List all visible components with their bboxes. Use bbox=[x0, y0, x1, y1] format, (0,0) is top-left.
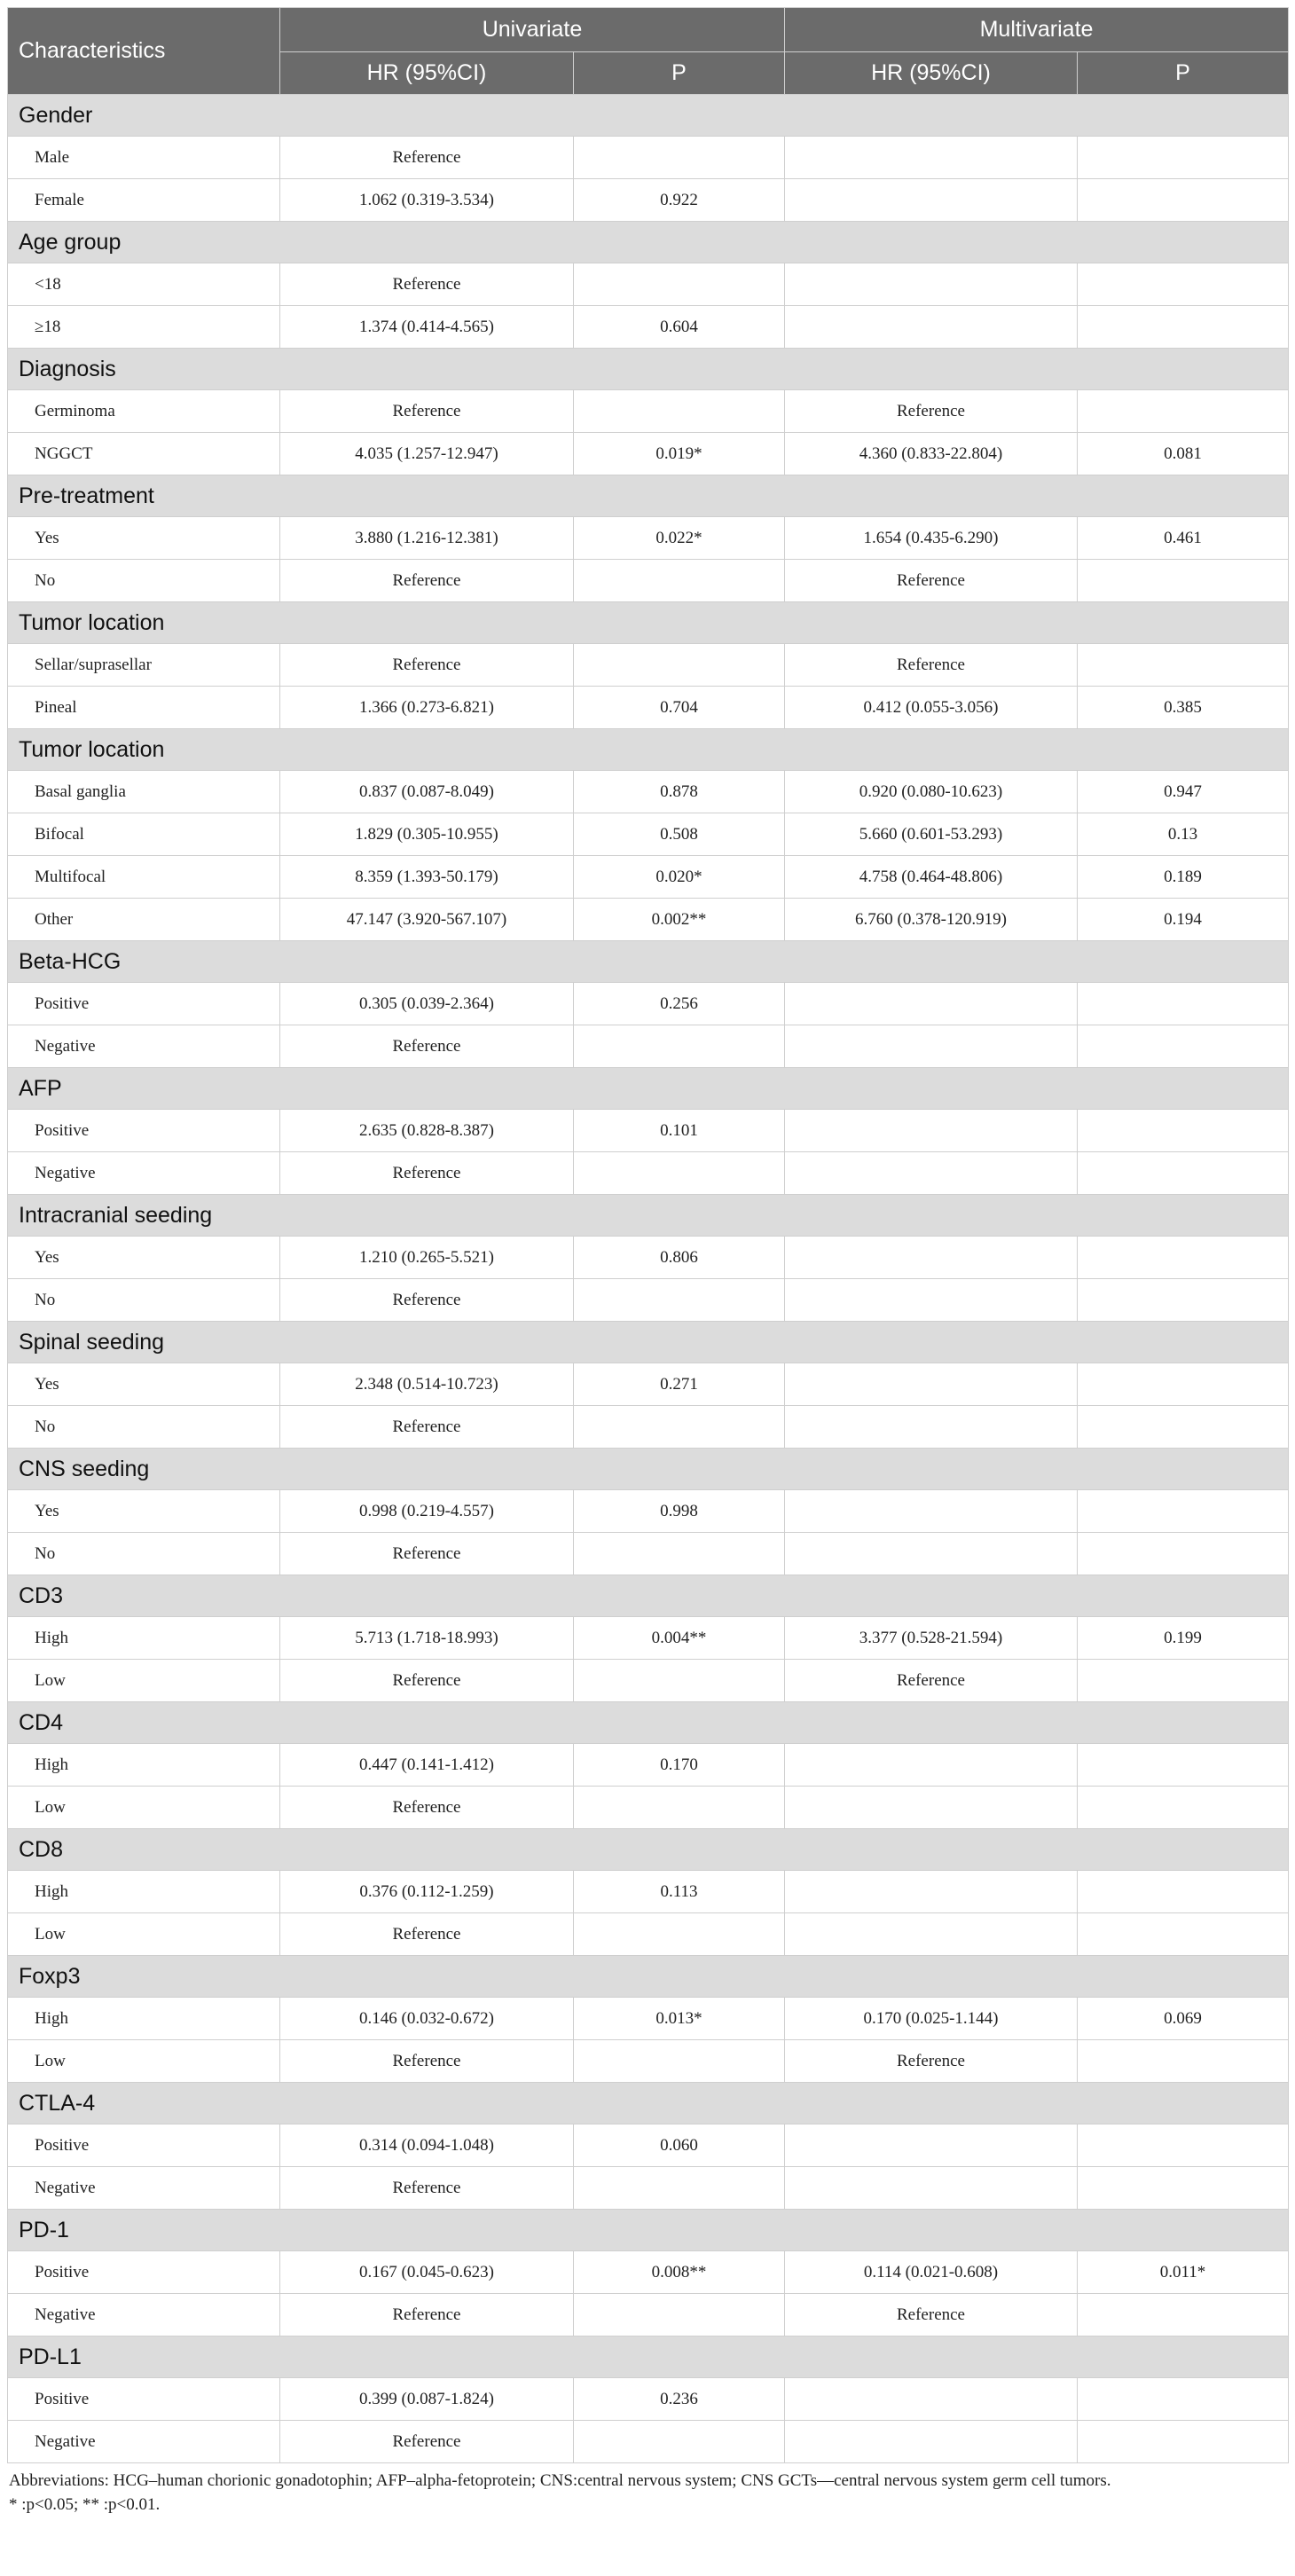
multivariate-p-cell bbox=[1078, 1152, 1289, 1195]
header-multivariate-hr: HR (95%CI) bbox=[785, 52, 1078, 95]
univariate-hr-cell: 5.713 (1.718-18.993) bbox=[280, 1617, 574, 1660]
table-row bbox=[8, 2040, 1289, 2083]
univariate-hr-cell: Reference bbox=[280, 560, 574, 602]
univariate-hr-cell: 0.146 (0.032-0.672) bbox=[280, 1998, 574, 2040]
univariate-hr-cell: Reference bbox=[280, 1025, 574, 1068]
multivariate-hr-cell bbox=[785, 2124, 1078, 2167]
group-row bbox=[8, 1195, 1289, 1237]
univariate-hr-cell: 0.447 (0.141-1.412) bbox=[280, 1744, 574, 1787]
univariate-p-cell: 0.508 bbox=[574, 813, 785, 856]
univariate-hr-cell: Reference bbox=[280, 1406, 574, 1449]
univariate-hr-cell: 1.210 (0.265-5.521) bbox=[280, 1237, 574, 1279]
multivariate-p-cell: 0.13 bbox=[1078, 813, 1289, 856]
multivariate-hr-cell: Reference bbox=[785, 390, 1078, 433]
multivariate-hr-cell bbox=[785, 2378, 1078, 2421]
variable-cell: High bbox=[8, 1617, 280, 1660]
variable-cell: Pineal bbox=[8, 687, 280, 729]
univariate-hr-cell: Reference bbox=[280, 1279, 574, 1322]
table-row bbox=[8, 1787, 1289, 1829]
variable-cell: Negative bbox=[8, 1025, 280, 1068]
univariate-hr-cell: 0.305 (0.039-2.364) bbox=[280, 983, 574, 1025]
table-row bbox=[8, 1913, 1289, 1956]
multivariate-hr-cell: Reference bbox=[785, 560, 1078, 602]
univariate-hr-cell: Reference bbox=[280, 644, 574, 687]
group-row bbox=[8, 2336, 1289, 2378]
variable-cell: Positive bbox=[8, 2251, 280, 2294]
table-row bbox=[8, 2167, 1289, 2210]
univariate-p-cell: 0.019* bbox=[574, 433, 785, 475]
univariate-hr-cell: Reference bbox=[280, 2167, 574, 2210]
group-row bbox=[8, 1068, 1289, 1110]
variable-cell: Low bbox=[8, 1913, 280, 1956]
multivariate-hr-cell: 6.760 (0.378-120.919) bbox=[785, 899, 1078, 941]
variable-cell: Positive bbox=[8, 1110, 280, 1152]
univariate-p-cell bbox=[574, 644, 785, 687]
multivariate-hr-cell bbox=[785, 1871, 1078, 1913]
multivariate-p-cell bbox=[1078, 179, 1289, 222]
multivariate-hr-cell bbox=[785, 1490, 1078, 1533]
multivariate-hr-cell bbox=[785, 1025, 1078, 1068]
group-label: Beta-HCG bbox=[8, 941, 1289, 983]
univariate-hr-cell: Reference bbox=[280, 1533, 574, 1575]
univariate-hr-cell: 0.998 (0.219-4.557) bbox=[280, 1490, 574, 1533]
univariate-hr-cell: 4.035 (1.257-12.947) bbox=[280, 433, 574, 475]
univariate-hr-cell: 2.348 (0.514-10.723) bbox=[280, 1363, 574, 1406]
table-footnotes bbox=[7, 2469, 1288, 2517]
univariate-p-cell bbox=[574, 137, 785, 179]
table-row bbox=[8, 1490, 1289, 1533]
multivariate-p-cell bbox=[1078, 1110, 1289, 1152]
group-label: Age group bbox=[8, 222, 1289, 263]
multivariate-hr-cell bbox=[785, 179, 1078, 222]
table-row bbox=[8, 1871, 1289, 1913]
univariate-p-cell: 0.004** bbox=[574, 1617, 785, 1660]
multivariate-p-cell bbox=[1078, 1490, 1289, 1533]
univariate-hr-cell: Reference bbox=[280, 390, 574, 433]
multivariate-p-cell: 0.081 bbox=[1078, 433, 1289, 475]
univariate-p-cell: 0.922 bbox=[574, 179, 785, 222]
group-label: PD-1 bbox=[8, 2210, 1289, 2251]
group-row bbox=[8, 1449, 1289, 1490]
univariate-p-cell bbox=[574, 1787, 785, 1829]
univariate-hr-cell: 0.376 (0.112-1.259) bbox=[280, 1871, 574, 1913]
univariate-p-cell bbox=[574, 2167, 785, 2210]
table-row bbox=[8, 813, 1289, 856]
univariate-p-cell bbox=[574, 1406, 785, 1449]
group-label: CD8 bbox=[8, 1829, 1289, 1871]
multivariate-hr-cell: 4.360 (0.833-22.804) bbox=[785, 433, 1078, 475]
variable-cell: Positive bbox=[8, 2378, 280, 2421]
multivariate-hr-cell: 0.412 (0.055-3.056) bbox=[785, 687, 1078, 729]
header-characteristics: Characteristics bbox=[8, 8, 280, 95]
group-row bbox=[8, 2083, 1289, 2124]
group-label: Diagnosis bbox=[8, 349, 1289, 390]
table-row bbox=[8, 306, 1289, 349]
variable-cell: Yes bbox=[8, 517, 280, 560]
univariate-p-cell: 0.060 bbox=[574, 2124, 785, 2167]
table-row bbox=[8, 1025, 1289, 1068]
multivariate-p-cell bbox=[1078, 2294, 1289, 2336]
multivariate-hr-cell: 0.114 (0.021-0.608) bbox=[785, 2251, 1078, 2294]
multivariate-hr-cell bbox=[785, 306, 1078, 349]
multivariate-hr-cell bbox=[785, 1279, 1078, 1322]
variable-cell: Basal ganglia bbox=[8, 771, 280, 813]
group-label: Tumor location bbox=[8, 602, 1289, 644]
multivariate-hr-cell: Reference bbox=[785, 2294, 1078, 2336]
multivariate-hr-cell bbox=[785, 1406, 1078, 1449]
multivariate-p-cell bbox=[1078, 263, 1289, 306]
univariate-p-cell bbox=[574, 1025, 785, 1068]
table-row bbox=[8, 179, 1289, 222]
multivariate-hr-cell bbox=[785, 1152, 1078, 1195]
univariate-p-cell bbox=[574, 263, 785, 306]
group-row bbox=[8, 729, 1289, 771]
variable-cell: Yes bbox=[8, 1363, 280, 1406]
group-row bbox=[8, 349, 1289, 390]
univariate-p-cell: 0.008** bbox=[574, 2251, 785, 2294]
variable-cell: Sellar/suprasellar bbox=[8, 644, 280, 687]
univariate-hr-cell: Reference bbox=[280, 137, 574, 179]
table-row bbox=[8, 983, 1289, 1025]
group-row bbox=[8, 1322, 1289, 1363]
variable-cell: Negative bbox=[8, 2421, 280, 2463]
multivariate-p-cell bbox=[1078, 2421, 1289, 2463]
group-label: AFP bbox=[8, 1068, 1289, 1110]
univariate-p-cell bbox=[574, 560, 785, 602]
group-row bbox=[8, 1702, 1289, 1744]
univariate-hr-cell: 3.880 (1.216-12.381) bbox=[280, 517, 574, 560]
multivariate-p-cell bbox=[1078, 1406, 1289, 1449]
multivariate-hr-cell bbox=[785, 137, 1078, 179]
variable-cell: Yes bbox=[8, 1490, 280, 1533]
table-row bbox=[8, 856, 1289, 899]
group-label: Spinal seeding bbox=[8, 1322, 1289, 1363]
multivariate-p-cell bbox=[1078, 1237, 1289, 1279]
multivariate-p-cell bbox=[1078, 2167, 1289, 2210]
group-row bbox=[8, 1956, 1289, 1998]
variable-cell: Low bbox=[8, 1660, 280, 1702]
multivariate-p-cell bbox=[1078, 983, 1289, 1025]
variable-cell: <18 bbox=[8, 263, 280, 306]
multivariate-p-cell bbox=[1078, 2040, 1289, 2083]
table-row bbox=[8, 2378, 1289, 2421]
multivariate-hr-cell: Reference bbox=[785, 1660, 1078, 1702]
table-body bbox=[8, 95, 1289, 2463]
variable-cell: ≥18 bbox=[8, 306, 280, 349]
univariate-hr-cell: Reference bbox=[280, 2294, 574, 2336]
univariate-p-cell: 0.013* bbox=[574, 1998, 785, 2040]
univariate-p-cell: 0.113 bbox=[574, 1871, 785, 1913]
multivariate-hr-cell: 4.758 (0.464-48.806) bbox=[785, 856, 1078, 899]
group-row bbox=[8, 941, 1289, 983]
univariate-p-cell bbox=[574, 1660, 785, 1702]
table-row bbox=[8, 687, 1289, 729]
group-row bbox=[8, 1575, 1289, 1617]
multivariate-p-cell bbox=[1078, 1533, 1289, 1575]
table-row bbox=[8, 1998, 1289, 2040]
univariate-hr-cell: Reference bbox=[280, 1787, 574, 1829]
multivariate-p-cell: 0.385 bbox=[1078, 687, 1289, 729]
univariate-hr-cell: 1.062 (0.319-3.534) bbox=[280, 179, 574, 222]
univariate-hr-cell: Reference bbox=[280, 263, 574, 306]
univariate-p-cell: 0.704 bbox=[574, 687, 785, 729]
variable-cell: High bbox=[8, 1998, 280, 2040]
header-multivariate-p: P bbox=[1078, 52, 1289, 95]
multivariate-hr-cell bbox=[785, 1744, 1078, 1787]
variable-cell: High bbox=[8, 1744, 280, 1787]
multivariate-hr-cell bbox=[785, 2167, 1078, 2210]
multivariate-p-cell bbox=[1078, 560, 1289, 602]
table-container bbox=[7, 7, 1288, 2517]
multivariate-p-cell bbox=[1078, 1871, 1289, 1913]
abbreviations-note: Abbreviations: HCG–human chorionic gonadotophin; AFP–alpha-fetoprotein; CNS:central nervous system; CNS GCTs—central nervous system germ cell tumors. bbox=[9, 2471, 1111, 2490]
table-row bbox=[8, 1660, 1289, 1702]
table-row bbox=[8, 771, 1289, 813]
variable-cell: Low bbox=[8, 2040, 280, 2083]
multivariate-p-cell bbox=[1078, 1363, 1289, 1406]
multivariate-hr-cell bbox=[785, 983, 1078, 1025]
univariate-p-cell bbox=[574, 390, 785, 433]
multivariate-p-cell bbox=[1078, 137, 1289, 179]
univariate-hr-cell: 0.399 (0.087-1.824) bbox=[280, 2378, 574, 2421]
group-label: CD3 bbox=[8, 1575, 1289, 1617]
table-row bbox=[8, 899, 1289, 941]
table-row bbox=[8, 517, 1289, 560]
multivariate-p-cell: 0.461 bbox=[1078, 517, 1289, 560]
header-multivariate: Multivariate bbox=[785, 8, 1289, 52]
group-label: CNS seeding bbox=[8, 1449, 1289, 1490]
table-row bbox=[8, 433, 1289, 475]
multivariate-p-cell: 0.011* bbox=[1078, 2251, 1289, 2294]
multivariate-hr-cell bbox=[785, 1237, 1078, 1279]
multivariate-hr-cell bbox=[785, 263, 1078, 306]
univariate-hr-cell: Reference bbox=[280, 1660, 574, 1702]
multivariate-p-cell: 0.947 bbox=[1078, 771, 1289, 813]
multivariate-p-cell bbox=[1078, 2124, 1289, 2167]
univariate-hr-cell: 1.374 (0.414-4.565) bbox=[280, 306, 574, 349]
univariate-hr-cell: 2.635 (0.828-8.387) bbox=[280, 1110, 574, 1152]
univariate-p-cell: 0.170 bbox=[574, 1744, 785, 1787]
univariate-hr-cell: Reference bbox=[280, 1152, 574, 1195]
univariate-p-cell bbox=[574, 2294, 785, 2336]
table-row bbox=[8, 1533, 1289, 1575]
univariate-hr-cell: 1.366 (0.273-6.821) bbox=[280, 687, 574, 729]
variable-cell: Positive bbox=[8, 2124, 280, 2167]
univariate-p-cell: 0.271 bbox=[574, 1363, 785, 1406]
univariate-p-cell: 0.002** bbox=[574, 899, 785, 941]
variable-cell: Low bbox=[8, 1787, 280, 1829]
header-univariate-p: P bbox=[574, 52, 785, 95]
variable-cell: Multifocal bbox=[8, 856, 280, 899]
group-row bbox=[8, 2210, 1289, 2251]
multivariate-hr-cell bbox=[785, 1787, 1078, 1829]
table-row bbox=[8, 1279, 1289, 1322]
significance-note: * :p<0.05; ** :p<0.01. bbox=[9, 2495, 161, 2514]
univariate-hr-cell: Reference bbox=[280, 1913, 574, 1956]
variable-cell: High bbox=[8, 1871, 280, 1913]
univariate-p-cell: 0.806 bbox=[574, 1237, 785, 1279]
univariate-hr-cell: 0.837 (0.087-8.049) bbox=[280, 771, 574, 813]
variable-cell: Negative bbox=[8, 1152, 280, 1195]
table-row bbox=[8, 1152, 1289, 1195]
univariate-p-cell: 0.878 bbox=[574, 771, 785, 813]
regression-table bbox=[7, 7, 1289, 2463]
variable-cell: Positive bbox=[8, 983, 280, 1025]
multivariate-hr-cell bbox=[785, 2421, 1078, 2463]
table-row bbox=[8, 1406, 1289, 1449]
multivariate-p-cell bbox=[1078, 1744, 1289, 1787]
multivariate-p-cell bbox=[1078, 1913, 1289, 1956]
univariate-p-cell: 0.256 bbox=[574, 983, 785, 1025]
variable-cell: Negative bbox=[8, 2167, 280, 2210]
group-row bbox=[8, 602, 1289, 644]
group-label: Intracranial seeding bbox=[8, 1195, 1289, 1237]
multivariate-p-cell bbox=[1078, 306, 1289, 349]
univariate-p-cell: 0.998 bbox=[574, 1490, 785, 1533]
multivariate-hr-cell bbox=[785, 1363, 1078, 1406]
multivariate-p-cell bbox=[1078, 644, 1289, 687]
variable-cell: Other bbox=[8, 899, 280, 941]
univariate-p-cell bbox=[574, 1279, 785, 1322]
header-univariate: Univariate bbox=[280, 8, 785, 52]
table-row bbox=[8, 2294, 1289, 2336]
table-row bbox=[8, 1110, 1289, 1152]
multivariate-p-cell bbox=[1078, 1660, 1289, 1702]
header-univariate-hr: HR (95%CI) bbox=[280, 52, 574, 95]
univariate-p-cell bbox=[574, 1152, 785, 1195]
univariate-hr-cell: Reference bbox=[280, 2040, 574, 2083]
variable-cell: Bifocal bbox=[8, 813, 280, 856]
table-row bbox=[8, 1237, 1289, 1279]
table-row bbox=[8, 644, 1289, 687]
univariate-hr-cell: 47.147 (3.920-567.107) bbox=[280, 899, 574, 941]
variable-cell: No bbox=[8, 560, 280, 602]
multivariate-p-cell bbox=[1078, 1787, 1289, 1829]
multivariate-hr-cell: 5.660 (0.601-53.293) bbox=[785, 813, 1078, 856]
univariate-hr-cell: 0.314 (0.094-1.048) bbox=[280, 2124, 574, 2167]
group-label: Tumor location bbox=[8, 729, 1289, 771]
multivariate-p-cell bbox=[1078, 2378, 1289, 2421]
multivariate-p-cell bbox=[1078, 1025, 1289, 1068]
univariate-hr-cell: 1.829 (0.305-10.955) bbox=[280, 813, 574, 856]
table-row bbox=[8, 263, 1289, 306]
multivariate-hr-cell bbox=[785, 1913, 1078, 1956]
univariate-p-cell bbox=[574, 2421, 785, 2463]
table-row bbox=[8, 2124, 1289, 2167]
group-row bbox=[8, 95, 1289, 137]
group-label: PD-L1 bbox=[8, 2336, 1289, 2378]
table-row bbox=[8, 1744, 1289, 1787]
table-row bbox=[8, 1363, 1289, 1406]
group-row bbox=[8, 1829, 1289, 1871]
multivariate-p-cell: 0.194 bbox=[1078, 899, 1289, 941]
multivariate-hr-cell: 1.654 (0.435-6.290) bbox=[785, 517, 1078, 560]
univariate-p-cell: 0.020* bbox=[574, 856, 785, 899]
univariate-p-cell: 0.022* bbox=[574, 517, 785, 560]
multivariate-hr-cell bbox=[785, 1533, 1078, 1575]
table-row bbox=[8, 137, 1289, 179]
multivariate-hr-cell: 3.377 (0.528-21.594) bbox=[785, 1617, 1078, 1660]
group-label: CD4 bbox=[8, 1702, 1289, 1744]
variable-cell: Yes bbox=[8, 1237, 280, 1279]
variable-cell: No bbox=[8, 1533, 280, 1575]
group-label: CTLA-4 bbox=[8, 2083, 1289, 2124]
variable-cell: Germinoma bbox=[8, 390, 280, 433]
table-row bbox=[8, 390, 1289, 433]
multivariate-hr-cell: 0.920 (0.080-10.623) bbox=[785, 771, 1078, 813]
multivariate-p-cell: 0.199 bbox=[1078, 1617, 1289, 1660]
variable-cell: NGGCT bbox=[8, 433, 280, 475]
table-row bbox=[8, 560, 1289, 602]
univariate-hr-cell: 8.359 (1.393-50.179) bbox=[280, 856, 574, 899]
variable-cell: Negative bbox=[8, 2294, 280, 2336]
univariate-p-cell: 0.101 bbox=[574, 1110, 785, 1152]
multivariate-p-cell bbox=[1078, 1279, 1289, 1322]
group-row bbox=[8, 475, 1289, 517]
multivariate-hr-cell: 0.170 (0.025-1.144) bbox=[785, 1998, 1078, 2040]
multivariate-hr-cell: Reference bbox=[785, 644, 1078, 687]
group-label: Pre-treatment bbox=[8, 475, 1289, 517]
variable-cell: No bbox=[8, 1279, 280, 1322]
variable-cell: No bbox=[8, 1406, 280, 1449]
group-label: Foxp3 bbox=[8, 1956, 1289, 1998]
multivariate-p-cell: 0.189 bbox=[1078, 856, 1289, 899]
univariate-p-cell bbox=[574, 1533, 785, 1575]
table-row bbox=[8, 1617, 1289, 1660]
multivariate-p-cell bbox=[1078, 390, 1289, 433]
variable-cell: Female bbox=[8, 179, 280, 222]
univariate-p-cell bbox=[574, 2040, 785, 2083]
multivariate-hr-cell: Reference bbox=[785, 2040, 1078, 2083]
univariate-hr-cell: 0.167 (0.045-0.623) bbox=[280, 2251, 574, 2294]
univariate-p-cell bbox=[574, 1913, 785, 1956]
univariate-p-cell: 0.604 bbox=[574, 306, 785, 349]
group-label: Gender bbox=[8, 95, 1289, 137]
table-row bbox=[8, 2251, 1289, 2294]
table-row bbox=[8, 2421, 1289, 2463]
multivariate-p-cell: 0.069 bbox=[1078, 1998, 1289, 2040]
multivariate-hr-cell bbox=[785, 1110, 1078, 1152]
univariate-p-cell: 0.236 bbox=[574, 2378, 785, 2421]
univariate-hr-cell: Reference bbox=[280, 2421, 574, 2463]
variable-cell: Male bbox=[8, 137, 280, 179]
group-row bbox=[8, 222, 1289, 263]
